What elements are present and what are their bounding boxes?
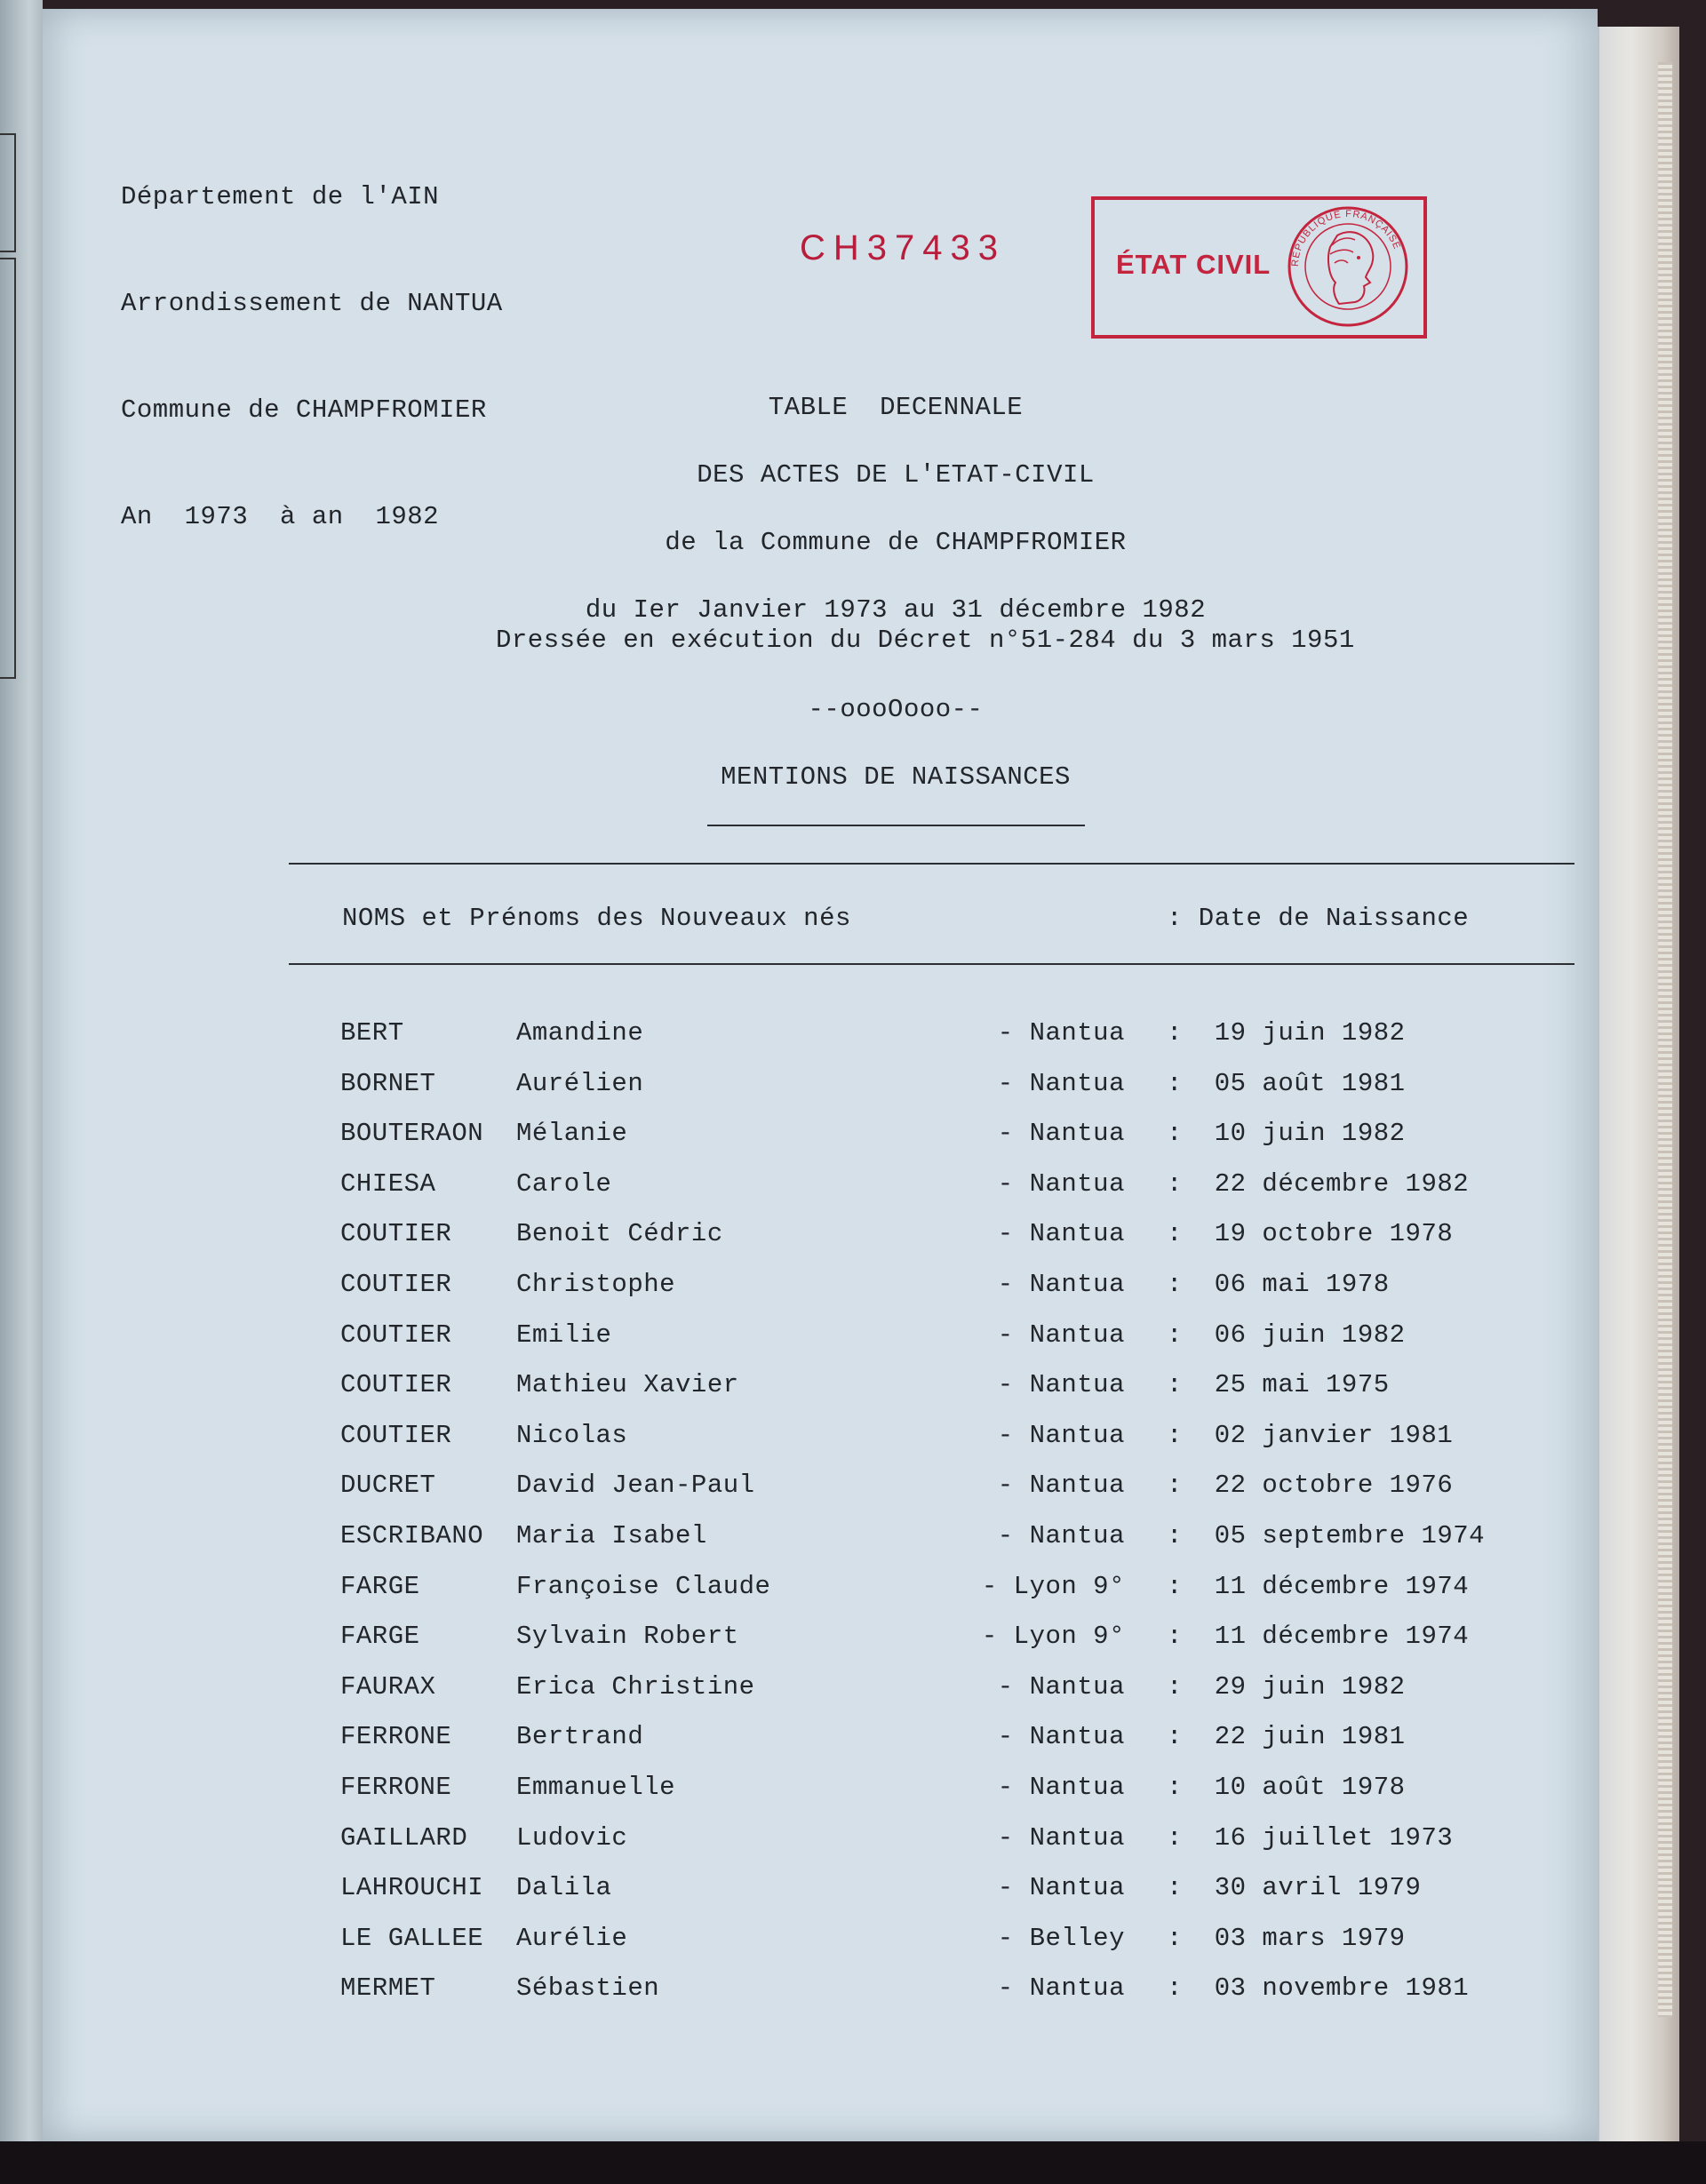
column-header-names: NOMS et Prénoms des Nouveaux nés [342,904,851,933]
birthplace-cell: - Nantua [997,1270,1125,1299]
birthplace-cell: - Nantua [997,1671,1125,1702]
given-names-cell: Aurélie [516,1923,628,1953]
table-row [43,1572,1598,1607]
stamp-label: ÉTAT CIVIL [1116,249,1272,280]
table-row [43,1924,1598,1959]
given-names-cell: Benoit Cédric [516,1219,723,1249]
section-underline [707,825,1085,826]
surname-cell: COUTIER [340,1420,452,1450]
book-page-edges [1598,27,1679,2141]
birth-date-cell: : 05 septembre 1974 [1167,1521,1486,1550]
spine-stripe [1658,62,1672,2017]
surname-cell: BORNET [340,1068,436,1098]
birthplace-cell: - Lyon 9° [981,1622,1125,1652]
title-line-2: DES ACTES DE L'ETAT-CIVIL [697,460,1095,490]
birth-date-cell: : 30 avril 1979 [1167,1873,1422,1903]
birthplace-cell: - Nantua [997,1018,1125,1048]
surname-cell: COUTIER [340,1370,452,1400]
table-row [43,1320,1598,1356]
birth-date-cell: : 06 juin 1982 [1167,1319,1406,1350]
given-names-cell: Sébastien [516,1973,660,2004]
surname-cell: ESCRIBANO [340,1521,484,1550]
table-row [43,1873,1598,1909]
years-line: An 1973 à an 1982 [121,502,440,531]
given-names-cell: Françoise Claude [516,1571,771,1601]
given-names-cell: Mathieu Xavier [516,1370,739,1400]
surname-cell: FERRONE [340,1773,452,1802]
surname-cell: FARGE [340,1571,420,1601]
birth-date-cell: : 06 mai 1978 [1167,1270,1390,1299]
given-names-cell: Mélanie [516,1119,628,1149]
stamp-number: CH37433 [800,228,1007,267]
birth-date-cell: : 19 octobre 1978 [1167,1219,1454,1249]
table-header-rule [289,963,1574,965]
surname-cell: COUTIER [340,1319,452,1350]
surname-cell: LE GALLEE [340,1923,484,1953]
given-names-cell: Sylvain Robert [516,1622,739,1652]
birthplace-cell: - Nantua [997,1420,1125,1450]
birth-date-cell: : 11 décembre 1974 [1167,1622,1470,1652]
given-names-cell: Aurélien [516,1068,644,1098]
left-page-edge [0,0,43,2150]
table-row [43,1672,1598,1708]
birthplace-cell: - Nantua [997,1168,1125,1199]
given-names-cell: Nicolas [516,1420,628,1450]
birth-date-cell: : 05 août 1981 [1167,1068,1406,1098]
table-row [43,1169,1598,1205]
register-page [43,9,1598,2141]
birth-date-cell: : 10 août 1978 [1167,1773,1406,1802]
surname-cell: BERT [340,1018,404,1048]
given-names-cell: Ludovic [516,1822,628,1853]
table-row [43,1421,1598,1456]
decree-line: Dressée en exécution du Décret n°51-284 du 3 mars 1951 [496,626,1355,655]
table-row [43,1521,1598,1557]
surname-cell: FERRONE [340,1722,452,1752]
table-row [43,1370,1598,1406]
surname-cell: COUTIER [340,1219,452,1249]
birth-date-cell: : 29 juin 1982 [1167,1671,1406,1702]
given-names-cell: Dalila [516,1873,612,1903]
given-names-cell: Erica Christine [516,1671,755,1702]
arrondissement-line: Arrondissement de NANTUA [121,289,503,318]
birth-date-cell: : 03 mars 1979 [1167,1923,1406,1953]
birthplace-cell: - Belley [997,1923,1125,1953]
surname-cell: GAILLARD [340,1822,468,1853]
table-top-rule [289,863,1574,865]
birthplace-cell: - Nantua [997,1219,1125,1249]
birth-date-cell: : 11 décembre 1974 [1167,1571,1470,1601]
birthplace-cell: - Lyon 9° [981,1571,1125,1601]
departement-line: Département de l'AIN [121,182,440,211]
birth-date-cell: : 22 décembre 1982 [1167,1168,1470,1199]
surname-cell: COUTIER [340,1270,452,1299]
given-names-cell: Amandine [516,1018,644,1048]
birthplace-cell: - Nantua [997,1319,1125,1350]
margin-bracket [0,258,16,679]
marianne-seal-icon [1286,204,1410,329]
table-row [43,1069,1598,1104]
birthplace-cell: - Nantua [997,1119,1125,1149]
table-row [43,1973,1598,2009]
birthplace-cell: - Nantua [997,1773,1125,1802]
table-row [43,1773,1598,1808]
table-row [43,1471,1598,1506]
commune-line: Commune de CHAMPFROMIER [121,395,487,425]
given-names-cell: Emilie [516,1319,612,1350]
birthplace-cell: - Nantua [997,1068,1125,1098]
column-header-date: : Date de Naissance [1167,904,1470,933]
birth-date-cell: : 22 juin 1981 [1167,1722,1406,1752]
table-row [43,1270,1598,1305]
birthplace-cell: - Nantua [997,1370,1125,1400]
surname-cell: DUCRET [340,1471,436,1501]
administrative-header [121,108,503,606]
birthplace-cell: - Nantua [997,1471,1125,1501]
given-names-cell: Carole [516,1168,612,1199]
title-line-3: de la Commune de CHAMPFROMIER [665,528,1127,557]
table-row [43,1622,1598,1657]
ornament-separator: --oooOooo-- [808,695,984,724]
table-row [43,1219,1598,1255]
table-row [43,1018,1598,1054]
etat-civil-stamp [1091,196,1427,339]
period-line: du Ier Janvier 1973 au 31 décembre 1982 [585,595,1207,625]
seal-text: RÉPUBLIQUE FRANÇAISE [1289,208,1403,267]
birthplace-cell: - Nantua [997,1822,1125,1853]
background-surface [0,2141,1706,2184]
birth-date-cell: : 22 octobre 1976 [1167,1471,1454,1501]
surname-cell: LAHROUCHI [340,1873,484,1903]
birth-date-cell: : 02 janvier 1981 [1167,1420,1454,1450]
surname-cell: FAURAX [340,1671,436,1702]
birth-date-cell: : 10 juin 1982 [1167,1119,1406,1149]
birthplace-cell: - Nantua [997,1973,1125,2004]
section-title: MENTIONS DE NAISSANCES [721,762,1071,792]
surname-cell: BOUTERAON [340,1119,484,1149]
table-row [43,1722,1598,1758]
surname-cell: CHIESA [340,1168,436,1199]
table-row [43,1119,1598,1154]
given-names-cell: David Jean-Paul [516,1471,755,1501]
birth-date-cell: : 25 mai 1975 [1167,1370,1390,1400]
margin-bracket [0,133,16,252]
birthplace-cell: - Nantua [997,1873,1125,1903]
birth-date-cell: : 16 juillet 1973 [1167,1822,1454,1853]
table-row [43,1823,1598,1859]
title-line-1: TABLE DECENNALE [768,393,1024,422]
given-names-cell: Christophe [516,1270,676,1299]
birthplace-cell: - Nantua [997,1722,1125,1752]
given-names-cell: Maria Isabel [516,1521,707,1550]
surname-cell: FARGE [340,1622,420,1652]
given-names-cell: Bertrand [516,1722,644,1752]
birth-date-cell: : 03 novembre 1981 [1167,1973,1470,2004]
surname-cell: MERMET [340,1973,436,2004]
given-names-cell: Emmanuelle [516,1773,676,1802]
birthplace-cell: - Nantua [997,1521,1125,1550]
birth-date-cell: : 19 juin 1982 [1167,1018,1406,1048]
